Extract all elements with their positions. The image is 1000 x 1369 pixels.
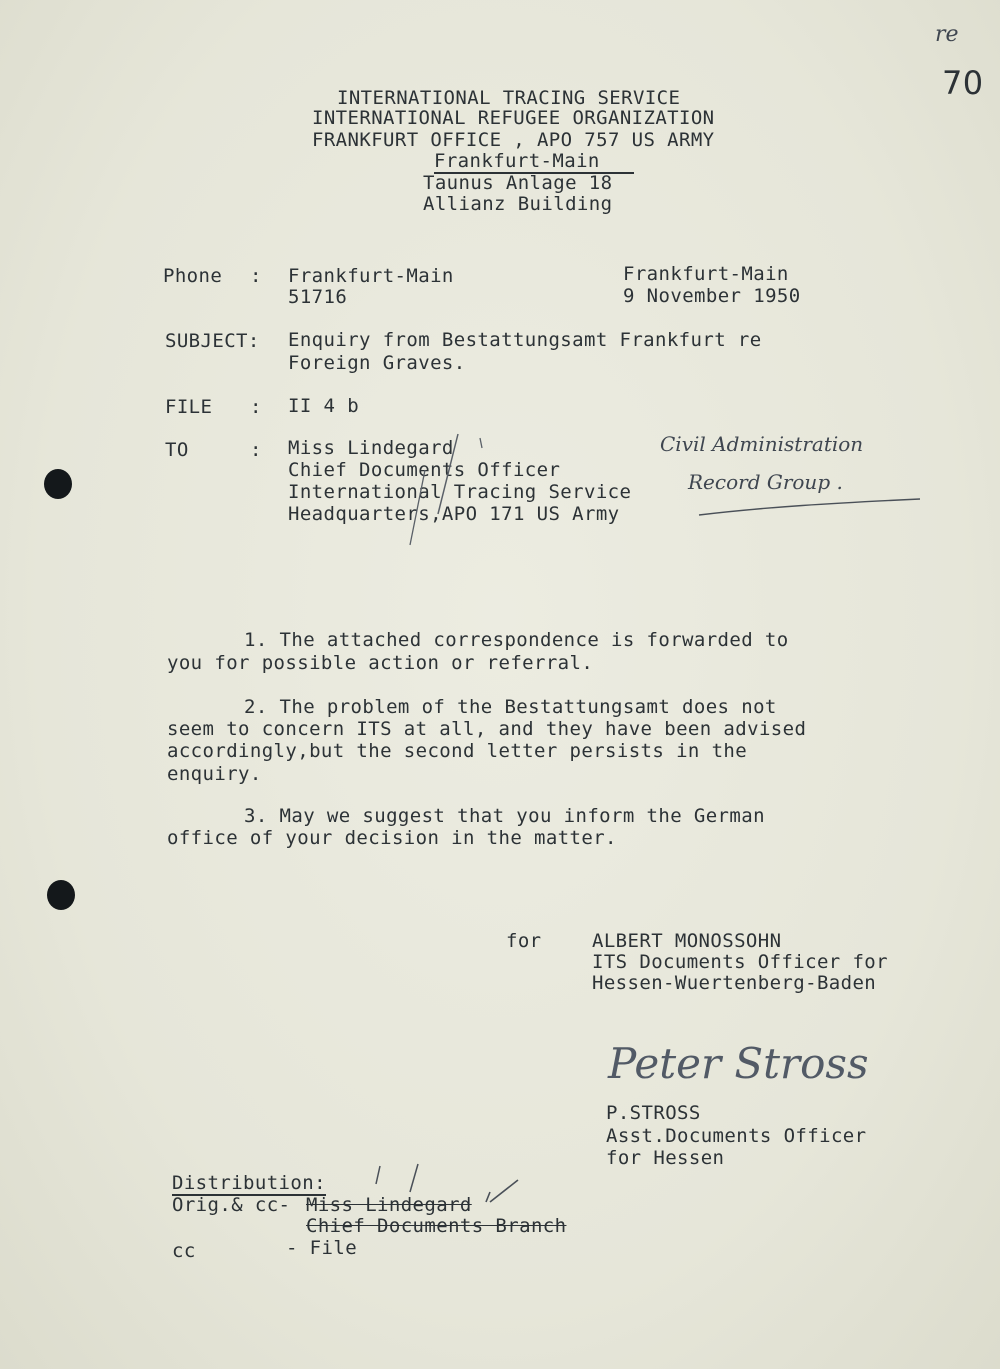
to-line-3: International Tracing Service (288, 481, 632, 503)
to-colon: : (250, 439, 262, 461)
header-line-2: INTERNATIONAL REFUGEE ORGANIZATION (312, 107, 715, 129)
handwritten-underline (695, 495, 925, 525)
paragraph-1-line-1: 1. The attached correspondence is forwarded to (244, 629, 789, 651)
signatory-title-1: Asst.Documents Officer (606, 1125, 867, 1147)
handwritten-note-line-2: Record Group . (688, 470, 843, 494)
distribution-orig-name: Miss Lindegard (306, 1194, 472, 1216)
phone-number: 51716 (288, 286, 348, 308)
signatory-title-2: for Hessen (606, 1147, 725, 1169)
to-label: TO (165, 439, 189, 461)
letter-date: 9 November 1950 (623, 285, 801, 307)
header-line-1: INTERNATIONAL TRACING SERVICE (337, 87, 681, 109)
paragraph-3-line-2: office of your decision in the matter. (167, 827, 617, 849)
paragraph-2-line-2: seem to concern ITS at all, and they have been advised (167, 718, 807, 740)
paragraph-3-line-1: 3. May we suggest that you inform the German (244, 805, 765, 827)
signatory-name: P.STROSS (606, 1102, 701, 1124)
to-line-4: Headquarters,APO 171 US Army (288, 503, 620, 525)
to-line-2: Chief Documents Officer (288, 459, 561, 481)
paragraph-1-line-2: you for possible action or referral. (167, 652, 594, 674)
paragraph-2-line-4: enquiry. (167, 763, 262, 785)
phone-city: Frankfurt-Main (288, 265, 454, 287)
subject-line-2: Foreign Graves. (288, 352, 466, 374)
header-line-3: FRANKFURT OFFICE , APO 757 US ARMY (312, 129, 715, 151)
letter-place: Frankfurt-Main (623, 263, 789, 285)
distribution-orig-prefix: Orig.& cc- (172, 1194, 291, 1216)
header-line-4: Frankfurt-Main (434, 150, 634, 174)
distribution-label: Distribution: (172, 1172, 326, 1194)
distribution-check-marks (368, 1162, 528, 1210)
punch-hole-bottom (47, 880, 75, 910)
sign-title-2: Hessen-Wuertenberg-Baden (592, 972, 877, 994)
phone-label: Phone (163, 265, 223, 287)
sign-title-1: ITS Documents Officer for (592, 951, 888, 973)
corner-initials: re (935, 22, 959, 47)
header-line-6: Allianz Building (423, 193, 613, 215)
file-label: FILE (165, 396, 213, 418)
distribution-cc-label: cc (172, 1240, 196, 1262)
handwritten-signature: Peter Stross (608, 1039, 869, 1088)
phone-colon: : (250, 265, 262, 287)
distribution-cc-value: - File (286, 1237, 358, 1259)
file-value: II 4 b (288, 395, 360, 417)
sign-name: ALBERT MONOSSOHN (592, 930, 782, 952)
subject-label: SUBJECT: (165, 330, 260, 352)
to-line-1: Miss Lindegard (288, 437, 454, 459)
punch-hole-top (44, 469, 72, 499)
pencil-strike-marks (380, 430, 490, 550)
distribution-orig-title: Chief Documents Branch (306, 1215, 567, 1237)
header-line-5: Taunus Anlage 18 (423, 172, 613, 194)
page-number: 70 (942, 64, 984, 102)
handwritten-note-line-1: Civil Administration (660, 432, 864, 456)
paragraph-2-line-1: 2. The problem of the Bestattungsamt does not (244, 696, 777, 718)
file-colon: : (250, 396, 262, 418)
paragraph-2-line-3: accordingly,but the second letter persists in the (167, 740, 748, 762)
sign-for: for (506, 930, 542, 952)
subject-line-1: Enquiry from Bestattungsamt Frankfurt re (288, 329, 762, 351)
